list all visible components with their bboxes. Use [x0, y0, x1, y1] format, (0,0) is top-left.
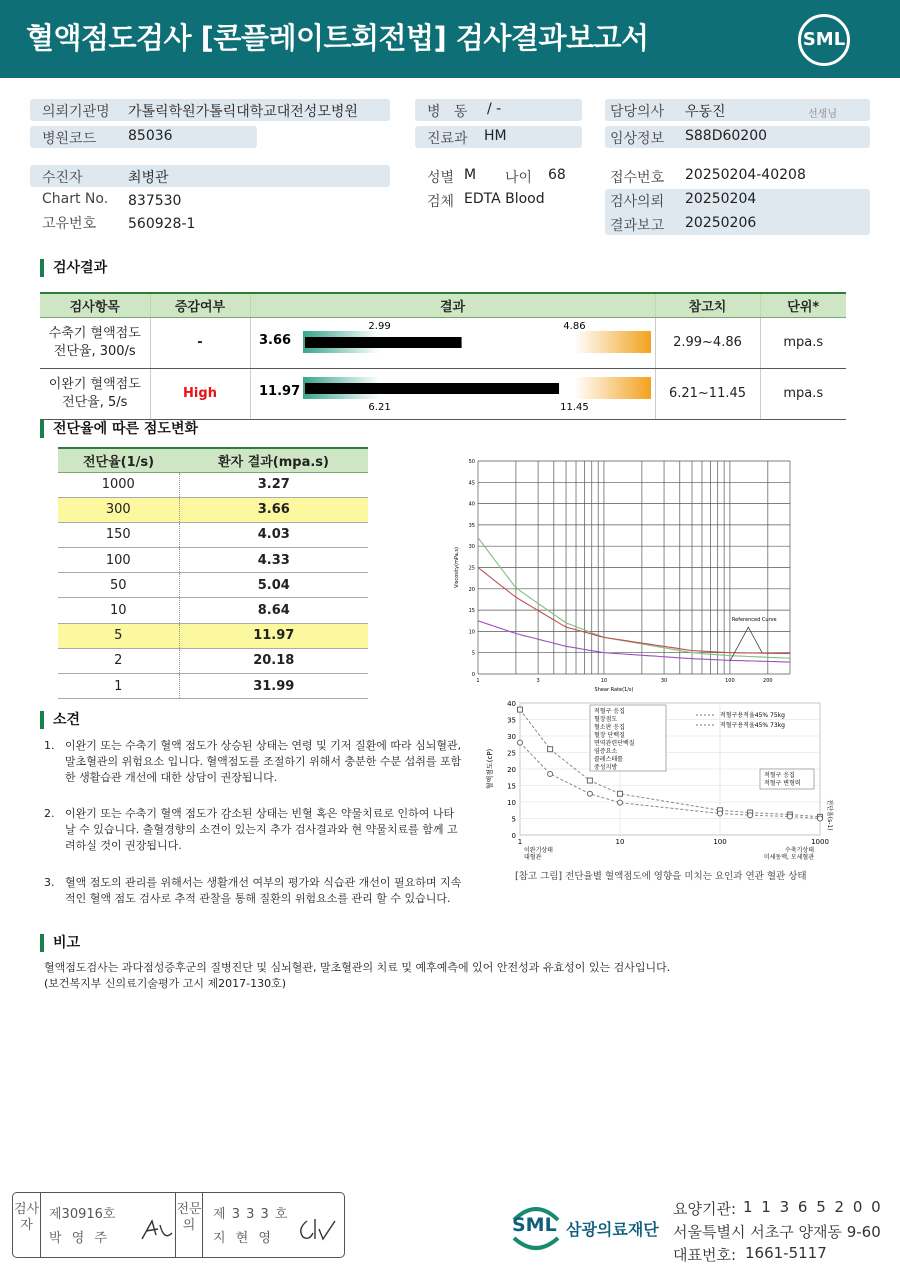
patient-row [30, 165, 390, 187]
inspector-name: 박 영 주 [49, 1231, 110, 1246]
col-unit: 단위* [760, 293, 846, 317]
opinion-item [44, 738, 464, 786]
x-tick-label: 100 [713, 838, 727, 846]
age-label: 나이 [505, 170, 533, 186]
factor-label: 염증요소 [594, 748, 618, 755]
rate-cell: 150 [58, 522, 179, 547]
factor-label: 적혈구 응집 [764, 772, 795, 779]
value-cell: 11.97 [179, 623, 368, 648]
y-tick-label: 0 [511, 832, 516, 840]
data-point [548, 747, 553, 752]
receipt-label: 접수번호 [610, 170, 665, 186]
ward-value: / - [487, 101, 502, 117]
right-axis-label: 전단율(s-1) [826, 799, 833, 831]
x-tick-label: 3 [536, 678, 540, 684]
specimen-label: 검체 [427, 194, 455, 210]
x-tick-label: 1000 [811, 838, 829, 846]
chart-value: 837530 [128, 193, 182, 209]
y-tick-label: 10 [468, 629, 475, 636]
x-note-left-2: 대혈관 [524, 854, 542, 861]
viscosity-table [58, 447, 368, 699]
y-tick-label: 5 [511, 815, 516, 824]
data-point [787, 814, 792, 819]
factor-label: 혈소판 응집 [594, 724, 625, 731]
data-point [587, 778, 592, 783]
id-value: 560928-1 [128, 216, 196, 232]
value-cell: 8.64 [179, 598, 368, 623]
ref-high-label: 11.45 [559, 401, 589, 413]
id-label: 고유번호 [42, 216, 97, 232]
age-value: 68 [548, 167, 566, 183]
footer-brand-name: 삼광의료재단 [566, 1220, 659, 1239]
col-ref: 참고치 [655, 293, 760, 317]
rate-cell: 300 [58, 497, 179, 522]
remarks-line2: (보건복지부 신의료기술평가 고시 제2017-130호) [44, 977, 287, 990]
request-label: 검사의뢰 [610, 194, 665, 210]
inspector-no: 제30916호 [49, 1207, 116, 1222]
y-tick-label: 35 [468, 522, 475, 529]
flag-cell: - [150, 317, 250, 368]
col-rate: 전단율(1/s) [58, 448, 179, 472]
item-line2: 전단율, 5/s [62, 394, 128, 410]
x-tick-label: 10 [600, 678, 608, 684]
col-value: 환자 결과(mpa.s) [179, 448, 368, 472]
data-point [587, 791, 592, 796]
y-axis-label: Viscosity(mPa.s) [454, 547, 460, 588]
value-cell: 3.66 [179, 497, 368, 522]
doctor-suffix: 선생님 [808, 109, 837, 120]
signature-box [12, 1192, 345, 1258]
expert-no: 제 3 3 3 호 [213, 1207, 289, 1222]
remarks-line1: 혈액점도검사는 과다점성증후군의 질병진단 및 심뇌혈관, 말초혈관의 치료 및 예후예측에 있어 안전성과 유효성이 있는 검사입니다. [44, 961, 671, 974]
code-label: 병원코드 [42, 131, 97, 147]
rate-cell: 2 [58, 648, 179, 673]
y-tick-label: 20 [468, 586, 475, 593]
opinion-num: 3. [44, 876, 55, 889]
viscosity-chart [450, 455, 795, 695]
inspector-label: 검사자 [13, 1193, 41, 1257]
col-flag: 증감여부 [150, 293, 250, 317]
results-section-title: 검사결과 [40, 259, 107, 277]
reference-chart [480, 695, 840, 865]
item-line2: 전단율, 300/s [53, 343, 136, 359]
result-row [40, 368, 846, 419]
report-value: 20250206 [685, 215, 757, 231]
item-line1: 이완기 혈액점도 [48, 376, 141, 392]
y-tick-label: 50 [468, 459, 475, 465]
footer-code-label: 요양기관: [673, 1200, 737, 1218]
viscosity-section-title: 전단율에 따른 점도변화 [40, 420, 198, 438]
y-tick-label: 25 [507, 749, 516, 758]
data-point [518, 707, 523, 712]
col-result: 결과 [250, 293, 655, 317]
footer-phone-label: 대표번호: [673, 1246, 737, 1264]
legend-label: 적혈구용적율45% 73kg [720, 722, 785, 729]
rate-cell: 5 [58, 623, 179, 648]
y-tick-label: 40 [468, 501, 475, 508]
opinion-text: 이완기 또는 수축기 혈액 점도가 상승된 상태는 연령 및 기저 질환에 따라 심뇌혈관, 말초혈관의 위험요소 입니다. 혈액점도를 조절하기 위해서 충분한 수분 섭취를 포함한 생활습관 개선에 대한 상담이 권장됩니다. [65, 739, 462, 784]
x-note-right: 수축기상태 [785, 847, 814, 854]
value-cell: 5.04 [179, 573, 368, 598]
y-axis-label: 혈액점도(cP) [486, 748, 494, 790]
ref-cell: 6.21~11.45 [655, 368, 760, 419]
doctor-label: 담당의사 [610, 104, 665, 120]
sml-logo: SML [798, 14, 850, 66]
request-value: 20250204 [685, 191, 757, 207]
viscosity-row [58, 648, 368, 673]
value-cell: 3.27 [179, 472, 368, 497]
result-bar [251, 318, 655, 362]
clinic-value: S88D60200 [685, 128, 768, 144]
patient-value-bar [305, 383, 559, 394]
opinion-section-title: 소견 [40, 711, 80, 729]
opinion-num: 2. [44, 807, 55, 820]
viscosity-row [58, 548, 368, 573]
result-row [40, 317, 846, 368]
y-tick-label: 45 [468, 480, 475, 487]
factor-label: 적혈구 응집 [594, 708, 625, 715]
opinion-item [44, 875, 464, 907]
y-tick-label: 15 [468, 608, 475, 615]
factor-label: 혈장 단백질 [594, 732, 625, 739]
rate-cell: 100 [58, 548, 179, 573]
result-value: 11.97 [258, 383, 300, 399]
y-tick-label: 20 [507, 766, 516, 774]
sml-footer-logo [508, 1202, 564, 1252]
footer-address: 서울특별시 서초구 양재동 9-60 [673, 1223, 881, 1241]
specimen-value: EDTA Blood [464, 191, 545, 207]
annotation-label: Referenced Curve [731, 616, 777, 623]
data-point [518, 740, 523, 745]
remarks-section-title: 비고 [40, 934, 80, 952]
report-header [0, 0, 900, 78]
reference-caption: [참고 그림] 전단율별 혈액점도에 영향을 미치는 요인과 연관 혈관 상태 [515, 871, 807, 882]
y-tick-label: 25 [468, 565, 475, 572]
factor-label: 혈장점도 [594, 716, 618, 723]
chart-label: Chart No. [42, 191, 109, 207]
org-label: 의뢰기관명 [42, 104, 110, 120]
result-cell [250, 368, 655, 419]
data-point [548, 771, 553, 776]
code-value: 85036 [128, 128, 173, 144]
x-note-left: 이완기상태 [524, 847, 553, 854]
rate-cell: 50 [58, 573, 179, 598]
series-line [478, 538, 790, 659]
y-tick-label: 30 [507, 733, 516, 741]
col-item: 검사항목 [40, 293, 150, 317]
ward-label: 병 동 [427, 104, 468, 120]
viscosity-row [58, 497, 368, 522]
factor-label: 중성지방 [594, 764, 618, 771]
expert-label: 전문의 [175, 1193, 203, 1257]
flag-cell: High [150, 368, 250, 419]
factor-label: 콜레스테롤 [594, 756, 623, 763]
data-point [718, 811, 723, 816]
value-cell: 4.33 [179, 548, 368, 573]
patient-value: 최병관 [128, 170, 169, 186]
legend-label: 적혈구용적율45% 75kg [720, 712, 785, 719]
inspector-signature [138, 1217, 178, 1245]
data-point [748, 813, 753, 818]
footer-brand: SML [512, 1214, 557, 1236]
x-tick-label: 1 [476, 678, 480, 684]
opinion-num: 1. [44, 739, 55, 752]
x-tick-label: 10 [615, 838, 625, 846]
unit-cell: mpa.s [760, 368, 846, 419]
value-cell: 20.18 [179, 648, 368, 673]
y-tick-label: 15 [507, 782, 516, 791]
data-point [618, 800, 623, 805]
footer-phone: 1661-5117 [745, 1244, 827, 1262]
x-tick-label: 200 [763, 678, 773, 684]
series-line [478, 568, 790, 654]
x-note-right-2: 미세동맥, 모세혈관 [763, 854, 814, 861]
patient-value-bar [305, 337, 462, 348]
factor-label: 적혈구 변형력 [764, 780, 801, 787]
y-tick-label: 40 [507, 700, 516, 708]
expert-name: 지 현 영 [213, 1231, 274, 1246]
data-point [618, 791, 623, 796]
viscosity-row [58, 522, 368, 547]
dept-value: HM [484, 128, 507, 144]
results-table [40, 292, 846, 420]
data-point [818, 816, 823, 821]
factor-label: 면역관련단백질 [594, 740, 635, 747]
ref-cell: 2.99~4.86 [655, 317, 760, 368]
y-tick-label: 5 [471, 650, 475, 657]
ref-low-label: 2.99 [367, 320, 391, 332]
value-cell: 4.03 [179, 522, 368, 547]
viscosity-row [58, 623, 368, 648]
unit-cell: mpa.s [760, 317, 846, 368]
org-value: 가톨릭학원가톨릭대학교대전성모병원 [128, 104, 358, 120]
result-cell [250, 317, 655, 368]
ref-low-label: 6.21 [367, 401, 391, 413]
opinion-text: 혈액 점도의 관리를 위해서는 생활개선 여부의 평가와 식습관 개선이 필요하며 지속적인 혈액 점도 검사로 추적 관찰을 통해 질환의 위험요소를 관리 할 수 있습니다. [65, 876, 462, 905]
y-tick-label: 0 [471, 672, 475, 678]
x-tick-label: 1 [517, 838, 523, 846]
opinion-text: 이완기 또는 수축기 혈액 점도가 감소된 상태는 빈혈 혹은 약물치료로 인하여 나타날 수 있습니다. 출혈경향의 소견이 있는지 추가 검사결과와 현 약물치료를 함께 고려하실 것이 권장됩니다. [65, 807, 458, 852]
y-tick-label: 10 [507, 799, 516, 807]
result-bar [251, 369, 655, 413]
rate-cell: 1 [58, 674, 179, 699]
x-tick-label: 30 [660, 678, 668, 684]
y-tick-label: 30 [468, 544, 475, 551]
rate-cell: 1000 [58, 472, 179, 497]
patient-label: 수진자 [42, 170, 83, 186]
expert-signature [295, 1215, 339, 1245]
footer-code: 1 1 3 6 5 2 0 0 [743, 1198, 883, 1216]
viscosity-row [58, 472, 368, 497]
y-tick-label: 35 [507, 716, 516, 725]
viscosity-row [58, 573, 368, 598]
item-line1: 수축기 혈액점도 [48, 325, 141, 341]
item-cell [40, 317, 150, 368]
report-label: 결과보고 [610, 218, 665, 234]
ref-high-label: 4.86 [562, 320, 586, 332]
rate-cell: 10 [58, 598, 179, 623]
opinion-item [44, 806, 464, 854]
viscosity-row [58, 598, 368, 623]
value-cell: 31.99 [179, 674, 368, 699]
viscosity-row [58, 674, 368, 699]
page-title: 혈액점도검사 [콘플레이트회전법] 검사결과보고서 [26, 21, 649, 55]
sex-value: M [464, 167, 477, 183]
remarks-text [44, 960, 864, 992]
sex-label: 성별 [427, 170, 455, 186]
dept-label: 진료과 [427, 131, 468, 147]
clinic-label: 임상정보 [610, 131, 665, 147]
doctor-value: 우동진 [685, 104, 726, 120]
item-cell [40, 368, 150, 419]
x-axis-label: Shear Rate(1/s) [594, 687, 634, 693]
receipt-value: 20250204-40208 [685, 167, 806, 183]
x-tick-label: 100 [725, 678, 735, 684]
result-value: 3.66 [258, 332, 291, 348]
